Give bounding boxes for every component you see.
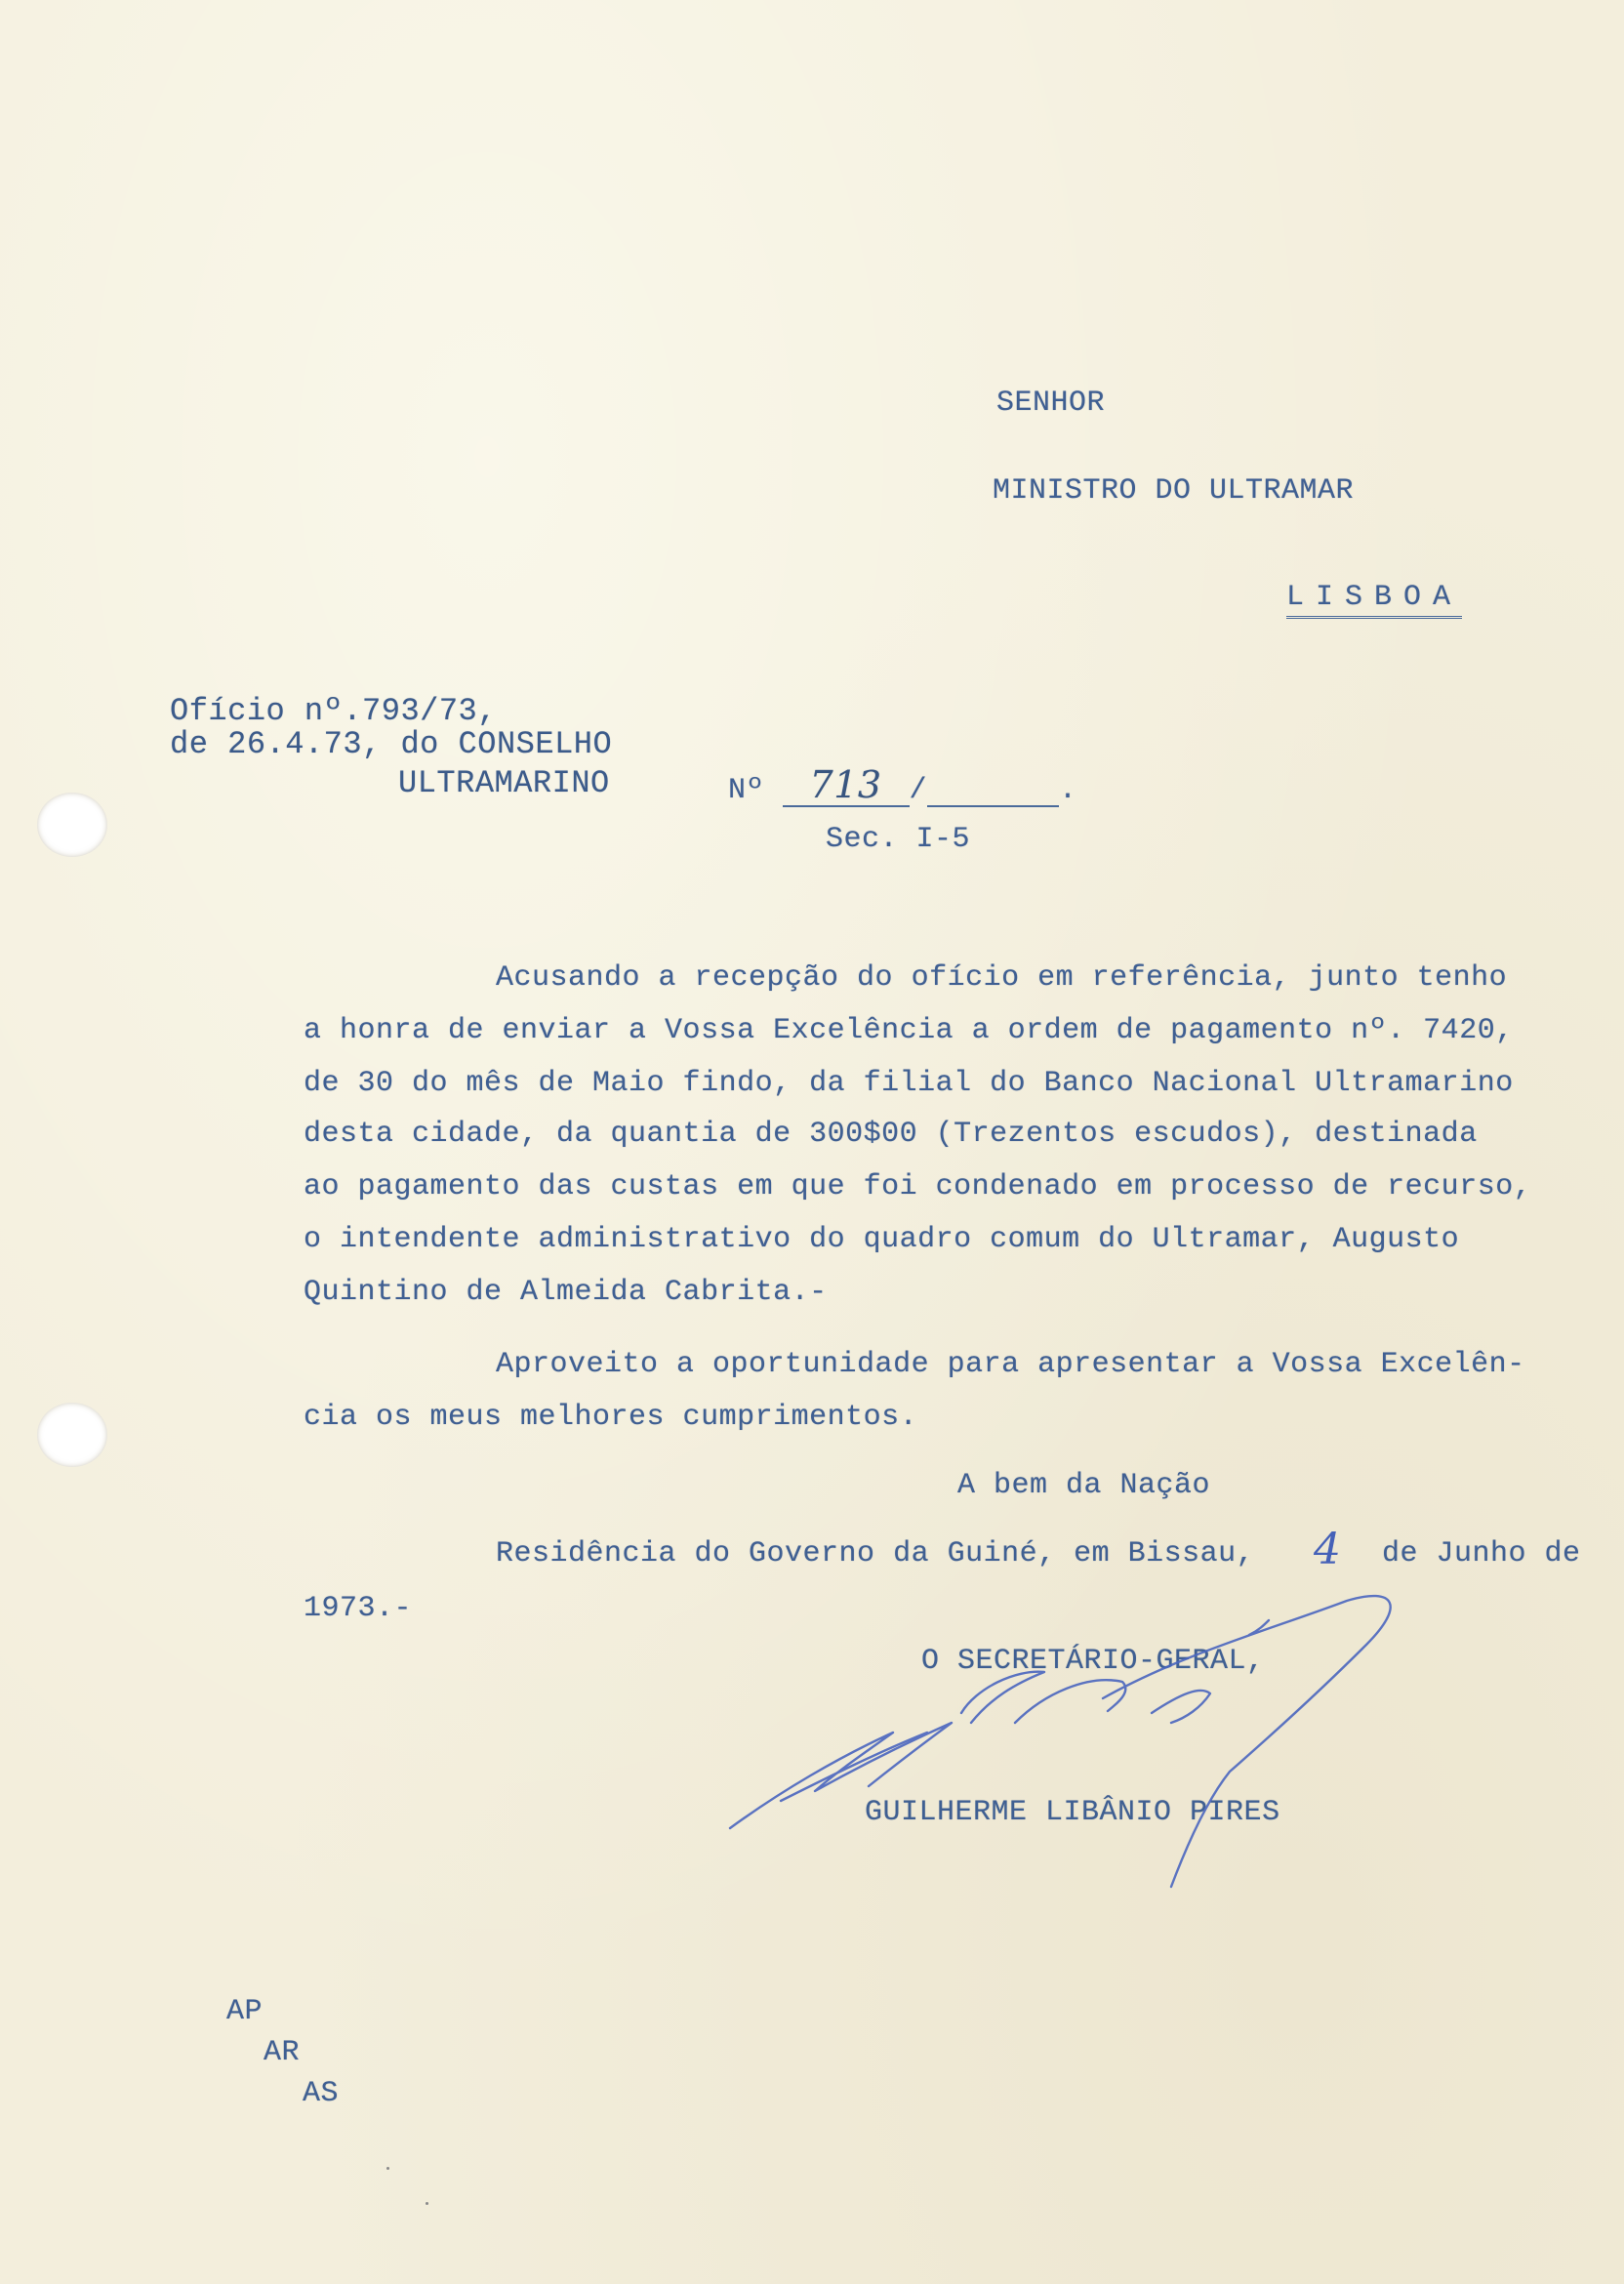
closing-place-line-end: de Junho de (1382, 1537, 1581, 1570)
body-line-8: Aproveito a oportunidade para apresentar a Vossa Excelên- (496, 1348, 1525, 1381)
body-line-2: a honra de enviar a Vossa Excelência a ordem de pagamento nº. 7420, (304, 1014, 1514, 1047)
distribution-item-ar: AR (264, 2036, 301, 2069)
distribution-item-ap: AP (226, 1995, 264, 2028)
body-line-1: Acusando a recepção do ofício em referência, junto tenho (496, 961, 1508, 995)
number-end: . (1059, 774, 1077, 807)
body-line-3: de 30 do mês de Maio findo, da filial do Banco Nacional Ultramarino (304, 1067, 1514, 1100)
signatory-name: GUILHERME LIBÂNIO PIRES (865, 1796, 1280, 1829)
distribution-item-as: AS (303, 2077, 340, 2110)
addressee-title: MINISTRO DO ULTRAMAR (993, 474, 1355, 508)
handwritten-day: 4 (1314, 1525, 1341, 1574)
reference-line-3: ULTRAMARINO (398, 765, 610, 801)
number-separator: / (909, 774, 928, 807)
closing-place-line: Residência do Governo da Guiné, em Bissau, (496, 1537, 1255, 1570)
closing-motto: A bem da Nação (957, 1469, 1211, 1502)
punch-hole-bottom (37, 1403, 107, 1467)
handwritten-signature (722, 1576, 1415, 1898)
paper-speck (386, 2167, 389, 2170)
closing-year: 1973.- (304, 1592, 413, 1625)
addressee-salutation: SENHOR (996, 387, 1106, 420)
body-line-9: cia os meus melhores cumprimentos. (304, 1401, 918, 1434)
body-line-6: o intendente administrativo do quadro comum do Ultramar, Augusto (304, 1223, 1460, 1256)
section-code: Sec. I-5 (826, 823, 971, 856)
number-prefix: Nº (728, 774, 765, 807)
handwritten-document-number: 713 (809, 763, 882, 806)
signatory-role: O SECRETÁRIO-GERAL, (921, 1645, 1265, 1678)
punch-hole-top (37, 793, 107, 857)
body-line-5: ao pagamento das custas em que foi condenado em processo de recurso, (304, 1170, 1532, 1203)
body-line-4: desta cidade, da quantia de 300$00 (Trezentos escudos), destinada (304, 1118, 1478, 1151)
addressee-city: LISBOA (1286, 583, 1462, 619)
reference-line-2: de 26.4.73, do CONSELHO (170, 726, 613, 762)
body-line-7: Quintino de Almeida Cabrita.- (304, 1276, 828, 1309)
paper-speck (426, 2202, 428, 2205)
document-number (728, 763, 1077, 807)
reference-line-1: Ofício nº.793/73, (170, 693, 497, 729)
